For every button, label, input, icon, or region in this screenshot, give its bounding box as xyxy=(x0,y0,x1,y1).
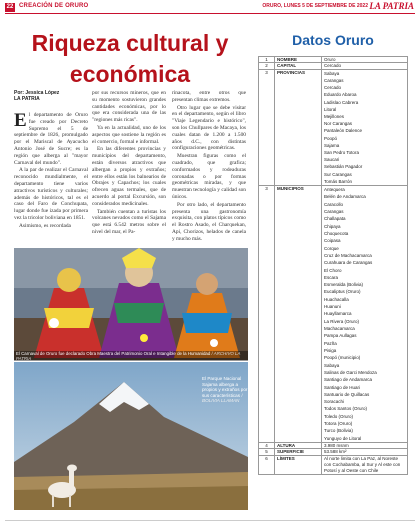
paragraph: A la par de realizar el Carnaval reconocido mundialmente, el departamento tiene varios atractivos turísticos y culturales; además de históricos, tal es el caso del Faro de Conchupata, lugar donde fue izada por primera vez la tricolor boliviana en 1851. xyxy=(14,167,88,221)
list-item: Litoral xyxy=(324,106,337,112)
list-item: Yunguyo de Litoral xyxy=(324,435,362,441)
row-value: Cercado xyxy=(322,63,408,69)
list-item: Soracachi xyxy=(324,399,345,405)
paragraph: Ya en la actualidad, uno de los aspectos que sostiene la región es el comercio, formal e informal. xyxy=(92,124,166,145)
list-item: Mejillones xyxy=(324,114,345,120)
list-item: Nor Carangas xyxy=(324,121,353,127)
datos-row xyxy=(259,186,408,443)
paragraph: También cuentan a turistas los volcanes nevados como el Sajama que está 6.542 metros sobre el nivel del mar, el Pa- xyxy=(92,208,166,235)
list-item: Todos Santos (Oruro) xyxy=(324,406,368,412)
carnival-photo-caption xyxy=(14,351,248,361)
row-value: 3.980 msnm xyxy=(322,443,408,449)
list-item: Choquecota xyxy=(324,230,349,236)
row-value: Al norte limita con La Paz, al Noreste con Cochabamba, al Sur y Al este con Potosí y al Oeste con Chile xyxy=(322,455,408,474)
paragraph: Por otro lado, el departamento presenta una gastronomía exquisita, con platos típicos como el Rostro Asado, el Charquekan, Api, Chorizos, helados de canela y mucho más. xyxy=(172,201,246,242)
list-item: Coipasa xyxy=(324,238,341,244)
list-item: Sabaya xyxy=(324,362,340,368)
row-label: CAPITAL xyxy=(275,63,322,69)
sajama-photo-caption xyxy=(202,376,248,404)
paragraph: Asimismo, es recordada xyxy=(19,222,71,229)
caption-text: El Parque Nacional Sajama alberga a propios y extraños por sus características xyxy=(202,376,248,398)
list-item: Tomás Barrón xyxy=(324,178,353,184)
paragraph: rinacota, entre otros que presentan climas extremos. xyxy=(172,90,246,103)
datos-row xyxy=(259,455,408,474)
list-item: Santiago de Andamarca xyxy=(324,377,373,383)
row-value: 53.588 km² xyxy=(322,449,408,455)
row-label: NOMBRE xyxy=(275,57,322,63)
drop-cap: E xyxy=(14,110,27,131)
list-item: Curahuara de Carangas xyxy=(324,260,373,266)
article-headline: Riqueza cultural y económica xyxy=(31,30,229,87)
row-number: 2 xyxy=(259,63,275,69)
list-item: Huayllamarca xyxy=(324,311,352,317)
list-item: Pisiga xyxy=(324,347,337,353)
dateline: ORURO, LUNES 5 DE SEPTIEMBRE DE 2022 xyxy=(262,3,368,9)
section-title: CREACIÓN DE ORURO xyxy=(19,3,89,9)
datos-title: Datos Oruro xyxy=(292,32,374,48)
paragraph: Otro lugar que se debe visitar en el departamento, según el libro "Viaje Legendario e histórico", son los Chullpares de Macaya, los cuales datan de 1.200 a 1.500 años d.C., con distintas configuraciones geométricas. xyxy=(172,104,246,152)
list-item: Poopó (municipio) xyxy=(324,355,361,361)
list-item: Sebastián Pagador xyxy=(324,164,363,170)
byline-outlet: LA PATRIA xyxy=(14,96,40,102)
page-number: 22 xyxy=(6,4,14,10)
paragraph: En las diferentes provincias y municipios del departamento, están diversos atractivos que albergan a propios y extraños; entre ellos están los balnearios de Obrajes y Capachos; los cuales ofrecen aguas termales, que de acuerdo al portal Excursión, son considerados medicinales. xyxy=(92,146,166,207)
page-header xyxy=(0,0,420,14)
list-item: Cruz de Machacamarca xyxy=(324,252,372,258)
paragraph: l departamento de Oruro fue creado por Decreto Supremo el 5 de septiembre de 1826, promulgado por el Mariscal de Ayacucho Antonio José de Sucre; es la región que alberga al "mayor Carnaval del mundo". xyxy=(14,112,88,166)
article-column-1 xyxy=(14,112,88,231)
list-item: Challapata xyxy=(324,216,346,222)
row-number: 1 xyxy=(259,57,275,63)
list-item: Pampa Aullagas xyxy=(324,333,357,339)
row-label: PROVINCIAS xyxy=(275,69,322,185)
row-number: 5 xyxy=(259,449,275,455)
list-item: Esmeralda (Bolivia) xyxy=(324,282,364,288)
list-item: Antequera xyxy=(324,187,345,193)
list-item: Ladislao Cabrera xyxy=(324,99,359,105)
list-item: Poopó xyxy=(324,135,338,141)
row-value xyxy=(322,69,408,185)
list-item: Saucari xyxy=(324,157,340,163)
article-column-3 xyxy=(172,90,246,244)
list-item: San Pedro Totora xyxy=(324,150,359,156)
list-item: Santuario de Quillacas xyxy=(324,391,370,397)
list-item: Machacamarca xyxy=(324,326,355,331)
list-item: Cercado xyxy=(324,85,342,91)
list-item: Eduardo Abaroa xyxy=(324,92,357,98)
paragraph: por sus recursos mineros, que en su momento sostuvieron grandes cantidades económicas, por lo que era considerada una de las "regiones más ricas". xyxy=(92,90,166,124)
list-item: Belén de Andamarca xyxy=(324,194,366,200)
list-item: Sajama xyxy=(324,142,340,148)
list-item: Santiago de Huari xyxy=(324,384,361,390)
list-item: Toledo (Oruro) xyxy=(324,413,354,419)
row-number: 6 xyxy=(259,455,275,474)
carnival-photo xyxy=(14,248,248,360)
row-number: 4 xyxy=(259,443,275,449)
row-label: ALTURA xyxy=(275,443,322,449)
article-column-2 xyxy=(92,90,166,237)
row-value xyxy=(322,186,408,443)
datos-row xyxy=(259,69,408,185)
row-number: 3 xyxy=(259,69,275,185)
list-item: Sur Carangas xyxy=(324,171,352,177)
list-item: Carangas xyxy=(324,78,344,84)
row-number: 3 xyxy=(259,186,275,443)
list-item: Sabaya xyxy=(324,70,340,76)
byline-author: Por: Jessica López xyxy=(14,90,60,96)
caption-text: El Carnaval de Oruro fue declarado Obra Maestra del Patrimonio Oral e Intangible de la Humanidad xyxy=(16,351,211,356)
row-value: Oruro xyxy=(322,57,408,63)
row-label: LÍMITES xyxy=(275,455,322,474)
footer-rule xyxy=(5,520,415,521)
list-item: El Choro xyxy=(324,267,342,273)
list-item: Escara xyxy=(324,274,339,280)
caption-credit: / BOLIVIA LLAMAN xyxy=(202,392,243,404)
list-item: La Rivera (Oruro) xyxy=(324,318,360,324)
list-item: Carangas xyxy=(324,209,344,214)
paragraph: Muestran figuras como el cuadrado, que grafica; conformados y rodeaduras coronadas o por formas geométricas miradas, y que muestran tecnología y calidad son únicos. xyxy=(172,153,246,200)
newspaper-brand: LA PATRIA xyxy=(369,1,414,11)
row-label: MUNICIPIOS xyxy=(275,186,322,443)
list-item: Pantaleón Dalence xyxy=(324,128,363,134)
list-item: Huanuni xyxy=(324,304,341,310)
header-rule xyxy=(5,13,415,14)
list-item: Chipaya xyxy=(324,223,341,229)
list-item: Caracollo xyxy=(324,201,344,207)
list-item: Totora (Oruro) xyxy=(324,421,353,427)
list-item: Eucaliptus (Oruro) xyxy=(324,289,361,295)
list-item: Corque xyxy=(324,245,339,251)
row-label: SUPERFICIE xyxy=(275,449,322,455)
caption-credit: / ARCHIVO LA PATRIA xyxy=(16,351,241,361)
list-item: Salinas de Garci Mendoza xyxy=(324,369,377,375)
datos-table xyxy=(258,56,408,475)
list-item: Huachacalla xyxy=(324,296,349,302)
list-item: Turco (Bolivia) xyxy=(324,428,353,434)
list-item: Pazña xyxy=(324,340,337,346)
